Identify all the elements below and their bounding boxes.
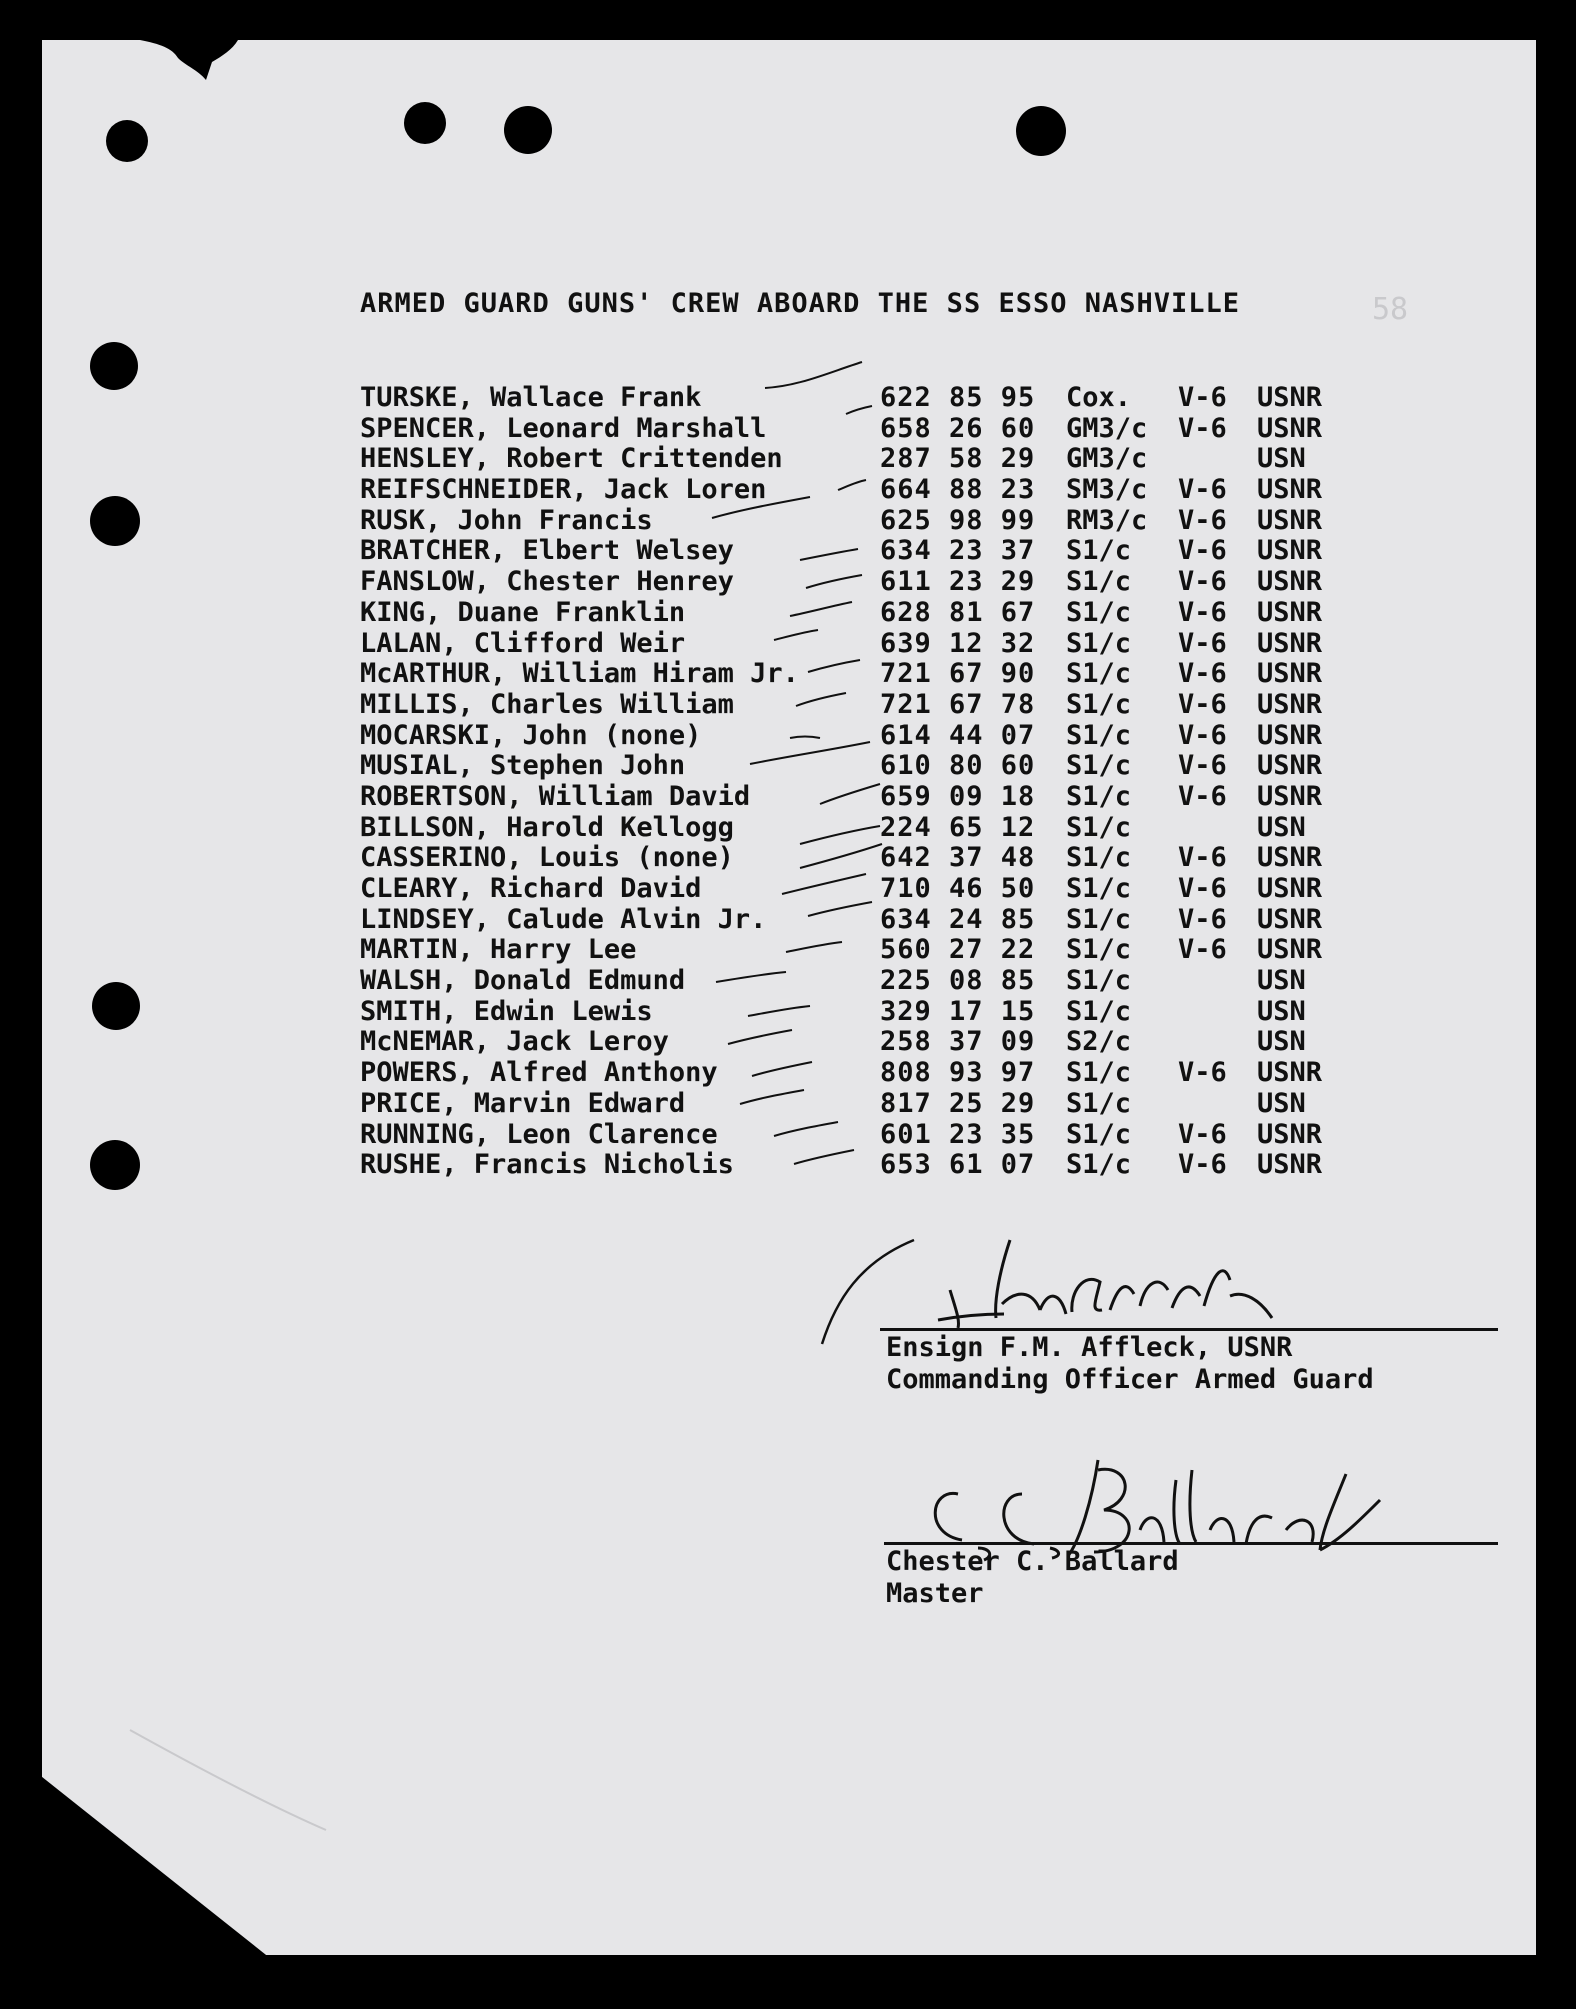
branch: USN <box>1257 1087 1306 1119</box>
crew-name: BILLSON, Harold Kellogg <box>360 811 734 843</box>
service-number: 664 88 23 <box>880 474 1036 506</box>
service-number: 329 17 15 <box>880 995 1036 1027</box>
service-number: 625 98 99 <box>880 504 1036 536</box>
class-code: V-6 <box>1178 474 1227 506</box>
crew-name: TURSKE, Wallace Frank <box>360 382 702 413</box>
crew-row <box>360 750 1360 781</box>
crew-name: SMITH, Edwin Lewis <box>360 995 653 1027</box>
branch: USNR <box>1257 658 1323 690</box>
rating: S1/c <box>1066 535 1132 567</box>
branch: USNR <box>1257 750 1323 782</box>
page-number-mark: 58 <box>1372 292 1409 327</box>
class-code: V-6 <box>1178 934 1227 966</box>
class-code: V-6 <box>1178 1118 1227 1150</box>
class-code: V-6 <box>1178 719 1227 751</box>
punch-hole <box>1016 106 1066 156</box>
crew-name: SPENCER, Leonard Marshall <box>360 412 767 444</box>
crew-name: BRATCHER, Elbert Welsey <box>360 535 734 567</box>
service-number: 721 67 78 <box>880 688 1036 720</box>
rating: S1/c <box>1066 1087 1132 1119</box>
punch-hole <box>90 496 140 546</box>
class-code: V-6 <box>1178 596 1227 628</box>
service-number: 642 37 48 <box>880 842 1036 874</box>
branch: USN <box>1257 811 1306 843</box>
branch: USNR <box>1257 1149 1323 1181</box>
service-number: 287 58 29 <box>880 443 1036 475</box>
service-number: 611 23 29 <box>880 566 1036 598</box>
crew-roster <box>360 382 1360 1180</box>
rating: S1/c <box>1066 811 1132 843</box>
branch: USNR <box>1257 504 1323 536</box>
service-number: 614 44 07 <box>880 719 1036 751</box>
service-number: 610 80 60 <box>880 750 1036 782</box>
crew-name: McARTHUR, William Hiram Jr. <box>360 658 799 690</box>
rating: S1/c <box>1066 1149 1132 1181</box>
crew-name: MOCARSKI, John (none) <box>360 719 702 751</box>
master-title: Master <box>886 1578 984 1609</box>
class-code: V-6 <box>1178 627 1227 659</box>
crew-row <box>360 720 1360 751</box>
crew-row <box>360 474 1360 505</box>
service-number: 634 23 37 <box>880 535 1036 567</box>
rating: S1/c <box>1066 873 1132 904</box>
officer-name: Ensign F.M. Affleck, USNR <box>886 1332 1293 1363</box>
service-number: 658 26 60 <box>880 412 1036 444</box>
branch: USNR <box>1257 780 1323 812</box>
crew-name: RUSHE, Francis Nicholis <box>360 1149 734 1181</box>
master-name: Chester C. Ballard <box>886 1546 1179 1577</box>
rating: GM3/c <box>1066 412 1148 444</box>
branch: USNR <box>1257 412 1323 444</box>
rating: S2/c <box>1066 1026 1132 1058</box>
crew-name: KING, Duane Franklin <box>360 596 686 628</box>
crew-row <box>360 996 1360 1027</box>
rating: S1/c <box>1066 627 1132 659</box>
crew-name: RUSK, John Francis <box>360 504 653 536</box>
punch-hole <box>404 102 446 144</box>
service-number: 639 12 32 <box>880 627 1036 659</box>
class-code: V-6 <box>1178 535 1227 567</box>
crew-row <box>360 1057 1360 1088</box>
crew-name: FANSLOW, Chester Henrey <box>360 566 734 598</box>
service-number: 808 93 97 <box>880 1057 1036 1089</box>
rating: S1/c <box>1066 658 1132 690</box>
crew-row <box>360 781 1360 812</box>
crew-name: HENSLEY, Robert Crittenden <box>360 443 783 475</box>
crew-row <box>360 1119 1360 1150</box>
rating: S1/c <box>1066 719 1132 751</box>
signature-line-affleck <box>880 1328 1498 1331</box>
branch: USNR <box>1257 596 1323 628</box>
crew-name: LINDSEY, Calude Alvin Jr. <box>360 903 767 935</box>
punch-hole <box>90 342 138 390</box>
crew-row <box>360 505 1360 536</box>
crew-row <box>360 443 1360 474</box>
crew-row <box>360 597 1360 628</box>
service-number: 817 25 29 <box>880 1087 1036 1119</box>
crew-name: ROBERTSON, William David <box>360 780 751 812</box>
crew-row <box>360 1149 1360 1180</box>
service-number: 653 61 07 <box>880 1149 1036 1181</box>
service-number: 659 09 18 <box>880 780 1036 812</box>
crew-name: POWERS, Alfred Anthony <box>360 1057 718 1089</box>
crew-name: MARTIN, Harry Lee <box>360 934 637 966</box>
rating: S1/c <box>1066 780 1132 812</box>
branch: USNR <box>1257 382 1323 413</box>
rating: S1/c <box>1066 688 1132 720</box>
punch-hole <box>106 120 148 162</box>
branch: USNR <box>1257 566 1323 598</box>
class-code: V-6 <box>1178 566 1227 598</box>
class-code: V-6 <box>1178 504 1227 536</box>
punch-hole <box>92 982 140 1030</box>
crew-name: LALAN, Clifford Weir <box>360 627 686 659</box>
branch: USNR <box>1257 535 1323 567</box>
crew-row <box>360 965 1360 996</box>
branch: USN <box>1257 443 1306 475</box>
crew-name: PRICE, Marvin Edward <box>360 1087 686 1119</box>
branch: USNR <box>1257 1057 1323 1089</box>
branch: USNR <box>1257 627 1323 659</box>
rating: S1/c <box>1066 1057 1132 1089</box>
crew-name: MILLIS, Charles William <box>360 688 734 720</box>
service-number: 622 85 95 <box>880 382 1036 413</box>
class-code: V-6 <box>1178 750 1227 782</box>
branch: USNR <box>1257 842 1323 874</box>
crew-row <box>360 628 1360 659</box>
branch: USN <box>1257 965 1306 997</box>
crew-name: WALSH, Donald Edmund <box>360 965 686 997</box>
service-number: 628 81 67 <box>880 596 1036 628</box>
crew-name: CASSERINO, Louis (none) <box>360 842 734 874</box>
crew-row <box>360 934 1360 965</box>
crew-row <box>360 658 1360 689</box>
rating: Cox. <box>1066 382 1132 413</box>
class-code: V-6 <box>1178 873 1227 904</box>
service-number: 560 27 22 <box>880 934 1036 966</box>
class-code: V-6 <box>1178 842 1227 874</box>
crew-row <box>360 1088 1360 1119</box>
class-code: V-6 <box>1178 780 1227 812</box>
crew-name: McNEMAR, Jack Leroy <box>360 1026 669 1058</box>
crew-name: REIFSCHNEIDER, Jack Loren <box>360 474 767 506</box>
crew-row <box>360 566 1360 597</box>
crew-row <box>360 873 1360 904</box>
crew-name: MUSIAL, Stephen John <box>360 750 686 782</box>
rating: S1/c <box>1066 566 1132 598</box>
punch-hole <box>90 1140 140 1190</box>
service-number: 258 37 09 <box>880 1026 1036 1058</box>
rating: SM3/c <box>1066 474 1148 506</box>
service-number: 721 67 90 <box>880 658 1036 690</box>
signature-line-ballard <box>884 1542 1498 1545</box>
crew-name: RUNNING, Leon Clarence <box>360 1118 718 1150</box>
punch-hole <box>504 106 552 154</box>
class-code: V-6 <box>1178 412 1227 444</box>
crew-row <box>360 904 1360 935</box>
service-number: 601 23 35 <box>880 1118 1036 1150</box>
service-number: 710 46 50 <box>880 873 1036 904</box>
crew-row <box>360 382 1360 413</box>
branch: USNR <box>1257 934 1323 966</box>
rating: S1/c <box>1066 934 1132 966</box>
class-code: V-6 <box>1178 1057 1227 1089</box>
branch: USNR <box>1257 903 1323 935</box>
class-code: V-6 <box>1178 658 1227 690</box>
service-number: 224 65 12 <box>880 811 1036 843</box>
rating: S1/c <box>1066 965 1132 997</box>
branch: USNR <box>1257 688 1323 720</box>
class-code: V-6 <box>1178 688 1227 720</box>
class-code: V-6 <box>1178 903 1227 935</box>
service-number: 634 24 85 <box>880 903 1036 935</box>
branch: USNR <box>1257 1118 1323 1150</box>
rating: GM3/c <box>1066 443 1148 475</box>
crew-name: CLEARY, Richard David <box>360 873 702 904</box>
crew-row <box>360 413 1360 444</box>
rating: S1/c <box>1066 750 1132 782</box>
rating: RM3/c <box>1066 504 1148 536</box>
crew-row <box>360 812 1360 843</box>
branch: USNR <box>1257 719 1323 751</box>
rating: S1/c <box>1066 1118 1132 1150</box>
branch: USN <box>1257 1026 1306 1058</box>
branch: USNR <box>1257 474 1323 506</box>
rating: S1/c <box>1066 842 1132 874</box>
branch: USNR <box>1257 873 1323 904</box>
service-number: 225 08 85 <box>880 965 1036 997</box>
crew-row <box>360 842 1360 873</box>
crew-row <box>360 535 1360 566</box>
crew-row <box>360 1026 1360 1057</box>
rating: S1/c <box>1066 995 1132 1027</box>
page-title: ARMED GUARD GUNS' CREW ABOARD THE SS ESSO NASHVILLE <box>360 288 1241 319</box>
crew-row <box>360 689 1360 720</box>
class-code: V-6 <box>1178 1149 1227 1181</box>
rating: S1/c <box>1066 596 1132 628</box>
rating: S1/c <box>1066 903 1132 935</box>
officer-title: Commanding Officer Armed Guard <box>886 1364 1374 1395</box>
class-code: V-6 <box>1178 382 1227 413</box>
branch: USN <box>1257 995 1306 1027</box>
